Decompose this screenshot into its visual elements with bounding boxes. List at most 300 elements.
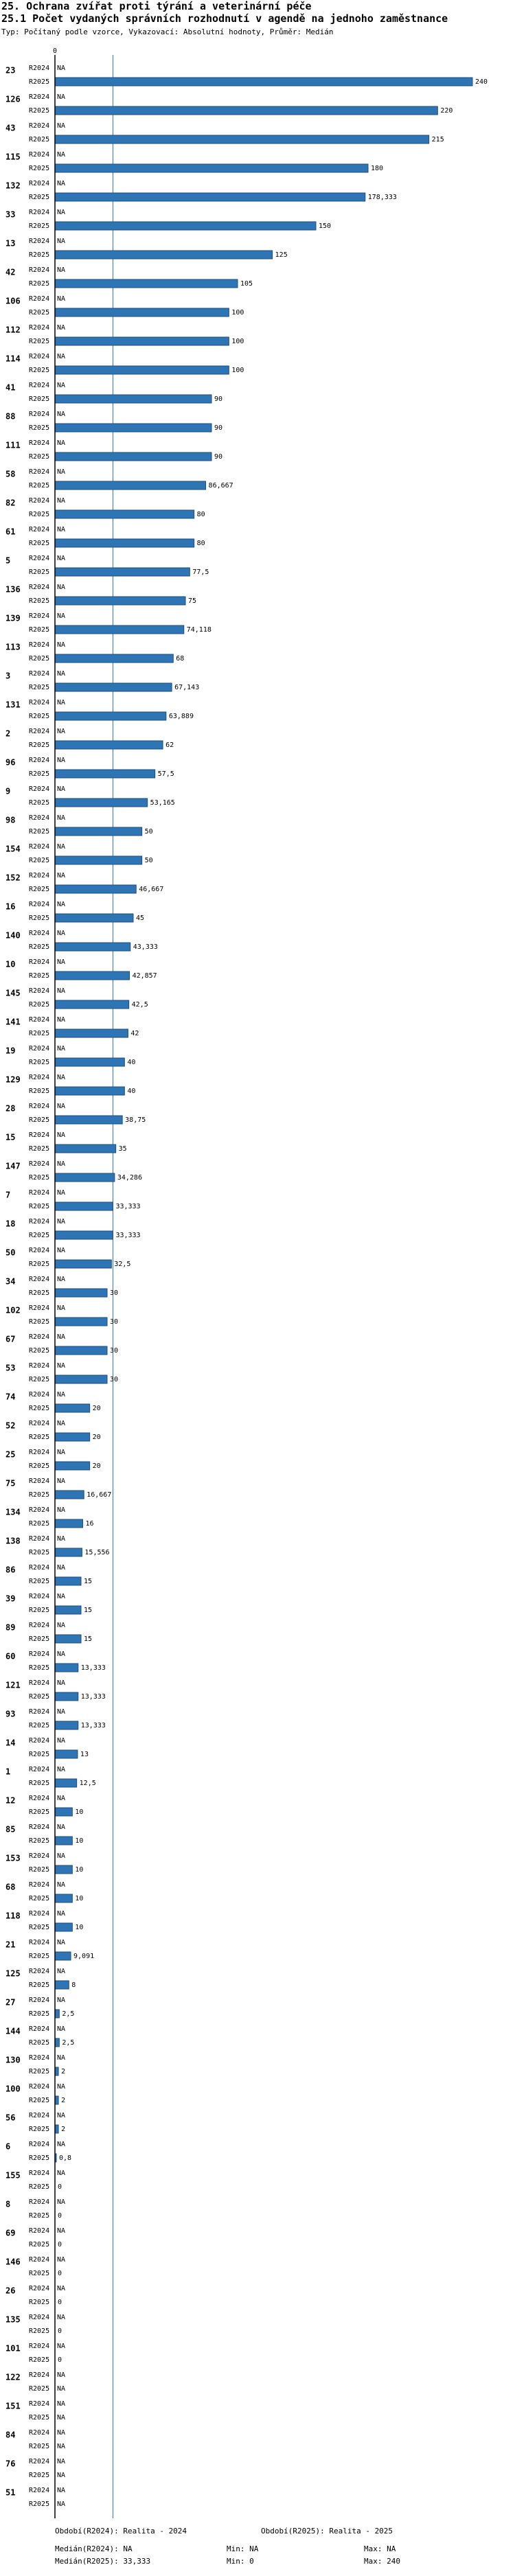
series-label-r2025: R2025 (29, 2385, 50, 2393)
value-label-r2025: 46,667 (139, 886, 164, 893)
series-label-r2024: R2024 (29, 1449, 50, 1456)
value-label-r2024: NA (57, 93, 66, 101)
value-label-r2024: NA (57, 1535, 66, 1543)
bar-r2025 (55, 2038, 59, 2047)
series-label-r2024: R2024 (29, 2054, 50, 2062)
value-label-r2025: 43,333 (133, 943, 158, 951)
value-label-r2024: NA (57, 65, 66, 72)
value-label-r2024: NA (57, 1247, 66, 1254)
series-label-r2024: R2024 (29, 497, 50, 505)
bar-r2025 (55, 1145, 116, 1153)
row-id-label: 152 (5, 873, 21, 883)
bar-r2025 (55, 1260, 111, 1268)
value-label-r2024: NA (57, 2054, 66, 2062)
series-label-r2024: R2024 (29, 209, 50, 216)
series-label-r2024: R2024 (29, 1708, 50, 1716)
value-label-r2025: 13 (80, 1751, 89, 1758)
series-label-r2025: R2025 (29, 2299, 50, 2306)
series-label-r2025: R2025 (29, 453, 50, 461)
row-id-label: 125 (5, 1968, 21, 1979)
value-label-r2024: NA (57, 1506, 66, 1514)
bar-r2025 (55, 337, 229, 345)
series-label-r2024: R2024 (29, 2198, 50, 2206)
bar-r2025 (55, 1202, 113, 1210)
value-label-r2024: NA (57, 1795, 66, 1802)
value-label-r2024: NA (57, 2429, 66, 2437)
value-label-r2024: NA (57, 151, 66, 159)
series-label-r2024: R2024 (29, 2429, 50, 2437)
value-label-r2025: 100 (231, 338, 244, 345)
bar-r2025 (55, 712, 166, 720)
bar-r2025 (55, 885, 136, 893)
value-label-r2025: 180 (371, 165, 384, 172)
value-label-r2025: 77,5 (192, 568, 209, 576)
row-id-label: 136 (5, 584, 21, 595)
series-label-r2025: R2025 (29, 1462, 50, 1470)
row-id-label: 14 (5, 1738, 16, 1748)
bar-r2025 (55, 1952, 71, 1960)
row-id-label: 98 (5, 815, 16, 825)
value-label-r2024: NA (57, 1679, 66, 1687)
bar-r2025 (55, 1894, 72, 1902)
value-label-r2024: NA (57, 468, 66, 476)
series-label-r2025: R2025 (29, 1347, 50, 1355)
series-label-r2024: R2024 (29, 151, 50, 159)
row-id-label: 153 (5, 1853, 21, 1863)
value-label-r2024: NA (57, 209, 66, 216)
value-label-r2025: 9,091 (73, 1953, 95, 1960)
bar-r2025 (55, 452, 211, 461)
value-label-r2025: 42,857 (132, 972, 157, 980)
series-label-r2025: R2025 (29, 1520, 50, 1528)
value-label-r2024: NA (57, 266, 66, 274)
value-label-r2024: NA (57, 324, 66, 332)
series-label-r2024: R2024 (29, 930, 50, 937)
series-label-r2024: R2024 (29, 987, 50, 995)
bar-r2025 (55, 1318, 107, 1326)
value-label-r2024: NA (57, 2400, 66, 2408)
row-id-label: 114 (5, 354, 21, 364)
series-label-r2025: R2025 (29, 972, 50, 980)
row-id-label: 8 (5, 2199, 11, 2209)
row-id-label: 67 (5, 1334, 16, 1344)
value-label-r2025: 178,333 (367, 194, 397, 201)
series-label-r2024: R2024 (29, 2285, 50, 2292)
value-label-r2024: NA (57, 353, 66, 360)
series-label-r2025: R2025 (29, 2241, 50, 2249)
row-id-label: 58 (5, 469, 16, 479)
row-id-label: 76 (5, 2459, 16, 2469)
value-label-r2025: 57,5 (157, 770, 174, 778)
value-label-r2024: NA (57, 1160, 66, 1168)
series-label-r2025: R2025 (29, 1664, 50, 1672)
row-id-label: 42 (5, 267, 16, 277)
series-label-r2025: R2025 (29, 1261, 50, 1268)
bar-r2025 (55, 798, 148, 807)
series-label-r2025: R2025 (29, 1808, 50, 1816)
row-id-label: 6 (5, 2141, 11, 2152)
value-label-r2024: NA (57, 439, 66, 447)
series-label-r2025: R2025 (29, 367, 50, 374)
row-id-label: 126 (5, 94, 21, 104)
row-id-label: 85 (5, 1824, 16, 1835)
row-id-label: 56 (5, 2113, 16, 2123)
value-label-r2025: 30 (110, 1318, 119, 1326)
row-id-label: 89 (5, 1622, 16, 1633)
series-label-r2024: R2024 (29, 2458, 50, 2465)
value-label-r2025: 16 (85, 1520, 94, 1528)
bar-r2025 (55, 1606, 81, 1614)
value-label-r2024: NA (57, 1651, 66, 1658)
value-label-r2025: NA (57, 2472, 66, 2479)
value-label-r2025: 100 (231, 309, 244, 317)
value-label-r2025: 20 (92, 1434, 101, 1441)
bar-r2025 (55, 1750, 78, 1758)
series-label-r2024: R2024 (29, 1910, 50, 1918)
bar-r2025 (55, 943, 130, 951)
value-label-r2025: 63,889 (168, 713, 194, 720)
value-label-r2025: 20 (92, 1462, 101, 1470)
series-label-r2025: R2025 (29, 395, 50, 403)
row-id-label: 21 (5, 1940, 16, 1950)
series-label-r2025: R2025 (29, 2097, 50, 2104)
value-label-r2024: NA (57, 1131, 66, 1139)
value-label-r2025: 105 (240, 280, 253, 288)
value-label-r2024: NA (57, 843, 66, 851)
bar-r2025 (55, 568, 190, 576)
bar-r2025 (55, 683, 172, 691)
series-label-r2024: R2024 (29, 295, 50, 303)
series-label-r2025: R2025 (29, 1953, 50, 1960)
series-label-r2024: R2024 (29, 1477, 50, 1485)
series-label-r2024: R2024 (29, 728, 50, 735)
value-label-r2024: NA (57, 411, 66, 418)
value-label-r2025: 80 (196, 511, 205, 518)
value-label-r2024: NA (57, 1218, 66, 1226)
series-label-r2024: R2024 (29, 872, 50, 879)
value-label-r2024: NA (57, 1276, 66, 1283)
bar-r2025 (55, 2067, 58, 2075)
series-label-r2024: R2024 (29, 1304, 50, 1312)
value-label-r2024: NA (57, 2112, 66, 2119)
series-label-r2024: R2024 (29, 1391, 50, 1399)
value-label-r2025: 15 (84, 1607, 93, 1614)
series-label-r2024: R2024 (29, 1939, 50, 1946)
value-label-r2025: 10 (75, 1924, 84, 1931)
series-label-r2025: R2025 (29, 1289, 50, 1297)
series-label-r2025: R2025 (29, 2010, 50, 2018)
value-label-r2024: NA (57, 1391, 66, 1399)
row-id-label: 23 (5, 65, 16, 76)
series-label-r2024: R2024 (29, 1160, 50, 1168)
value-label-r2025: 220 (440, 107, 453, 115)
row-id-label: 5 (5, 555, 11, 566)
series-label-r2025: R2025 (29, 713, 50, 720)
row-id-label: 15 (5, 1132, 16, 1142)
bar-r2025 (55, 1664, 78, 1672)
value-label-r2024: NA (57, 180, 66, 187)
value-label-r2024: NA (57, 1852, 66, 1860)
value-label-r2024: NA (57, 2487, 66, 2494)
series-label-r2024: R2024 (29, 382, 50, 389)
series-label-r2024: R2024 (29, 1651, 50, 1658)
row-id-label: 131 (5, 700, 21, 710)
series-label-r2025: R2025 (29, 1837, 50, 1845)
value-label-r2025: 90 (214, 395, 223, 403)
bar-r2025 (55, 1375, 107, 1383)
bar-r2025 (55, 395, 211, 403)
value-label-r2025: NA (57, 2500, 66, 2508)
value-label-r2024: NA (57, 2083, 66, 2091)
row-id-label: 88 (5, 411, 16, 422)
row-id-label: 33 (5, 209, 16, 220)
series-label-r2025: R2025 (29, 540, 50, 547)
value-label-r2024: NA (57, 901, 66, 908)
row-id-label: 144 (5, 2026, 21, 2036)
series-label-r2025: R2025 (29, 2039, 50, 2047)
value-label-r2025: 150 (319, 222, 332, 230)
value-label-r2024: NA (57, 1910, 66, 1918)
bar-r2025 (55, 1173, 115, 1182)
series-label-r2024: R2024 (29, 901, 50, 908)
value-label-r2025: 16,667 (87, 1491, 112, 1499)
row-id-label: 41 (5, 382, 16, 393)
series-label-r2024: R2024 (29, 1131, 50, 1139)
bar-r2025 (55, 2125, 58, 2133)
series-label-r2025: R2025 (29, 251, 50, 259)
bar-r2025 (55, 827, 142, 836)
row-id-label: 25 (5, 1449, 16, 1460)
series-label-r2025: R2025 (29, 136, 50, 143)
bar-r2025 (55, 597, 185, 605)
bar-r2025 (55, 1808, 72, 1816)
value-label-r2024: NA (57, 1968, 66, 1975)
row-id-label: 2 (5, 728, 11, 739)
value-label-r2025: 20 (92, 1405, 101, 1412)
value-label-r2024: NA (57, 641, 66, 649)
value-label-r2024: NA (57, 1420, 66, 1427)
value-label-r2025: 53,165 (150, 799, 175, 807)
bar-r2025 (55, 1548, 82, 1556)
row-id-label: 50 (5, 1247, 16, 1258)
value-label-r2024: NA (57, 2285, 66, 2292)
series-label-r2024: R2024 (29, 1766, 50, 1773)
bar-r2025 (55, 1923, 72, 1931)
value-label-r2025: 10 (75, 1895, 84, 1902)
value-label-r2024: NA (57, 2198, 66, 2206)
value-label-r2025: 0 (58, 2183, 62, 2191)
bar-r2025 (55, 1462, 90, 1470)
bar-r2025 (55, 1000, 129, 1009)
series-label-r2025: R2025 (29, 2270, 50, 2277)
series-label-r2025: R2025 (29, 78, 50, 86)
series-label-r2025: R2025 (29, 2443, 50, 2450)
value-label-r2025: 13,333 (80, 1664, 106, 1672)
series-label-r2024: R2024 (29, 1622, 50, 1629)
value-label-r2025: 0 (58, 2241, 62, 2249)
row-id-label: 9 (5, 786, 11, 796)
series-label-r2025: R2025 (29, 107, 50, 115)
value-label-r2024: NA (57, 497, 66, 505)
series-label-r2024: R2024 (29, 2112, 50, 2119)
series-label-r2024: R2024 (29, 555, 50, 562)
series-label-r2025: R2025 (29, 1145, 50, 1153)
value-label-r2024: NA (57, 1881, 66, 1889)
series-label-r2024: R2024 (29, 93, 50, 101)
series-label-r2025: R2025 (29, 568, 50, 576)
series-label-r2025: R2025 (29, 2500, 50, 2508)
value-label-r2024: NA (57, 872, 66, 879)
value-label-r2024: NA (57, 1622, 66, 1629)
row-id-label: 84 (5, 2430, 16, 2440)
series-label-r2025: R2025 (29, 684, 50, 691)
value-label-r2024: NA (57, 1045, 66, 1053)
series-label-r2025: R2025 (29, 1491, 50, 1499)
series-label-r2025: R2025 (29, 2327, 50, 2335)
row-id-label: 141 (5, 1017, 21, 1027)
row-id-label: 100 (5, 2084, 21, 2094)
bar-r2025 (55, 510, 194, 518)
bar-r2025 (55, 539, 194, 547)
series-label-r2025: R2025 (29, 1434, 50, 1441)
value-label-r2024: NA (57, 1477, 66, 1485)
bar-r2025 (55, 1865, 72, 1874)
series-label-r2024: R2024 (29, 1189, 50, 1197)
series-label-r2024: R2024 (29, 2343, 50, 2350)
value-label-r2025: 50 (144, 857, 153, 864)
value-label-r2025: 125 (275, 251, 288, 259)
bar-r2025 (55, 1692, 78, 1701)
value-label-r2024: NA (57, 1016, 66, 1024)
value-label-r2025: 62 (165, 741, 174, 749)
value-label-r2024: NA (57, 1593, 66, 1600)
value-label-r2024: NA (57, 2343, 66, 2350)
row-id-label: 39 (5, 1594, 16, 1604)
bar-r2025 (55, 1779, 77, 1787)
series-label-r2024: R2024 (29, 2227, 50, 2235)
value-label-r2024: NA (57, 2314, 66, 2321)
value-label-r2025: 30 (110, 1376, 119, 1383)
value-label-r2025: 45 (136, 915, 145, 922)
row-id-label: 154 (5, 844, 21, 854)
series-label-r2024: R2024 (29, 468, 50, 476)
value-label-r2025: 80 (196, 540, 205, 547)
bar-r2025 (55, 1577, 81, 1585)
series-label-r2024: R2024 (29, 641, 50, 649)
series-label-r2024: R2024 (29, 526, 50, 533)
value-label-r2024: NA (57, 757, 66, 764)
value-label-r2024: NA (57, 1333, 66, 1341)
value-label-r2024: NA (57, 1362, 66, 1370)
series-label-r2024: R2024 (29, 584, 50, 591)
value-label-r2025: 30 (110, 1347, 119, 1355)
series-label-r2024: R2024 (29, 699, 50, 706)
bar-r2025 (55, 856, 142, 864)
row-id-label: 101 (5, 2343, 21, 2354)
value-label-r2024: NA (57, 1708, 66, 1716)
value-label-r2025: 10 (75, 1808, 84, 1816)
series-label-r2025: R2025 (29, 1116, 50, 1124)
series-label-r2024: R2024 (29, 2083, 50, 2091)
bar-r2025 (55, 1116, 122, 1124)
value-label-r2024: NA (57, 2170, 66, 2177)
series-label-r2024: R2024 (29, 2371, 50, 2379)
value-label-r2024: NA (57, 1074, 66, 1081)
series-label-r2025: R2025 (29, 741, 50, 749)
value-label-r2025: 13,333 (80, 1693, 106, 1701)
series-label-r2025: R2025 (29, 597, 50, 605)
value-label-r2024: NA (57, 1824, 66, 1831)
value-label-r2025: 2 (61, 2068, 66, 2075)
value-label-r2025: 0,8 (59, 2154, 72, 2162)
row-id-label: 3 (5, 671, 11, 681)
value-label-r2025: 74,118 (186, 626, 211, 634)
value-label-r2024: NA (57, 2227, 66, 2235)
series-label-r2024: R2024 (29, 1535, 50, 1543)
value-label-r2025: 38,75 (125, 1116, 146, 1124)
series-label-r2025: R2025 (29, 915, 50, 922)
value-label-r2025: 0 (58, 2327, 62, 2335)
series-label-r2024: R2024 (29, 1074, 50, 1081)
value-label-r2025: 90 (214, 424, 223, 432)
value-label-r2025: 0 (58, 2212, 62, 2220)
bar-r2025 (55, 1231, 113, 1239)
series-label-r2025: R2025 (29, 222, 50, 230)
value-label-r2024: NA (57, 785, 66, 793)
footer-max-2024: Max: NA (364, 2544, 396, 2553)
value-label-r2025: 0 (58, 2270, 62, 2277)
bar-r2025 (55, 1721, 78, 1729)
value-label-r2024: NA (57, 2256, 66, 2264)
value-label-r2024: NA (57, 1304, 66, 1312)
series-label-r2025: R2025 (29, 1059, 50, 1066)
series-label-r2024: R2024 (29, 757, 50, 764)
value-label-r2025: 15 (84, 1578, 93, 1585)
footer-min-2024: Min: NA (227, 2544, 259, 2553)
value-label-r2025: 34,286 (117, 1174, 142, 1182)
row-id-label: 68 (5, 1882, 16, 1892)
row-id-label: 19 (5, 1046, 16, 1056)
series-label-r2024: R2024 (29, 1564, 50, 1572)
value-label-r2024: NA (57, 122, 66, 130)
bar-r2025 (55, 1519, 83, 1528)
value-label-r2024: NA (57, 1189, 66, 1197)
row-id-label: 34 (5, 1276, 16, 1287)
series-label-r2025: R2025 (29, 1088, 50, 1095)
bar-r2025 (55, 625, 184, 634)
bar-r2025 (55, 1433, 90, 1441)
row-id-label: 52 (5, 1421, 16, 1431)
value-label-r2025: 33,333 (115, 1203, 141, 1210)
row-id-label: 122 (5, 2372, 21, 2382)
bar-r2025 (55, 366, 229, 374)
series-label-r2025: R2025 (29, 770, 50, 778)
row-id-label: 16 (5, 901, 16, 912)
value-label-r2025: 50 (144, 828, 153, 836)
value-label-r2024: NA (57, 814, 66, 822)
row-id-label: 111 (5, 440, 21, 450)
row-id-label: 1 (5, 1767, 11, 1777)
series-label-r2024: R2024 (29, 1276, 50, 1283)
value-label-r2025: 12,5 (79, 1780, 96, 1787)
value-label-r2024: NA (57, 238, 66, 245)
value-label-r2024: NA (57, 1939, 66, 1946)
series-label-r2024: R2024 (29, 612, 50, 620)
value-label-r2025: 2 (61, 2097, 66, 2104)
series-label-r2024: R2024 (29, 1333, 50, 1341)
value-label-r2024: NA (57, 2371, 66, 2379)
row-id-label: 61 (5, 527, 16, 537)
